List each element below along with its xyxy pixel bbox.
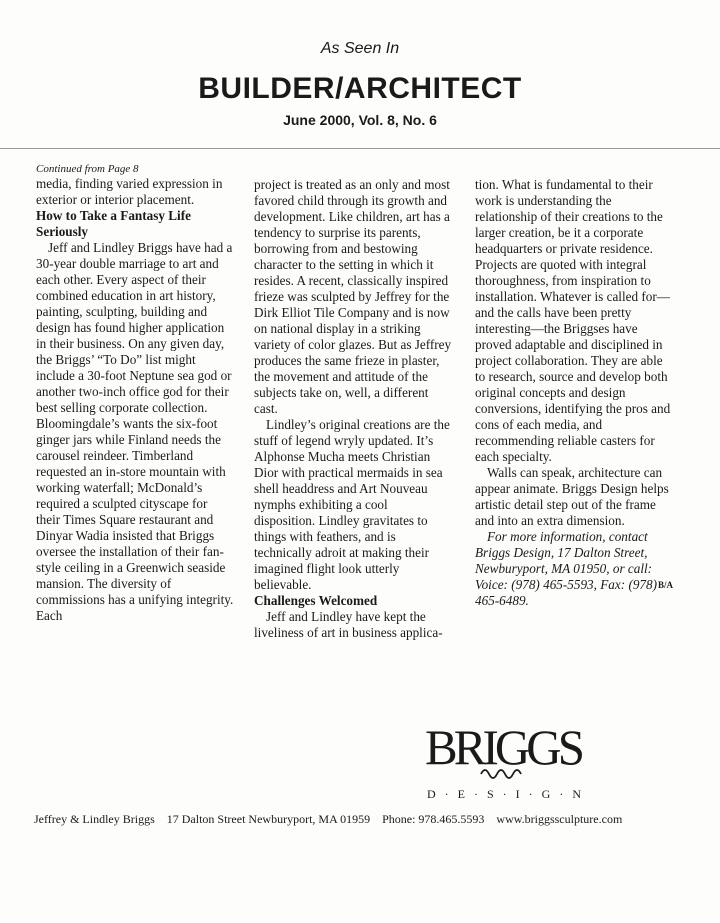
- subheading: How to Take a Fantasy Life Seriously: [36, 208, 191, 239]
- contact-footer: [34, 812, 694, 827]
- paragraph: project is treated as an only and most favored child through its growth and development. Like children, art has a tendency to surprise its parents, borrowing from and bestowing character to the setting in which it resides. A recent, classically inspired frieze was sculpted by Jeffrey for the Dirk Elliot Tile Company and is now on national display in a striking variety of color glazes. But as Jeffrey produces the same frieze in plaster, the movement and attitude of the subjects take on, well, a different cast.: [254, 177, 452, 416]
- paragraph: Jeff and Lindley have kept the liveliness of art in business applica-: [254, 609, 443, 640]
- kicker: As Seen In: [320, 40, 400, 57]
- paragraph: Lindley’s original creations are the stuff of legend wryly updated. It’s Alphonse Mucha meets Christian Dior with practical mermaids in sea shell headdress and Art Nouveau nymphs exhibiting a cool disposition. Lindley gravitates to things with feathers, and is technically adroit at making their imagined flight look utterly believable.: [254, 417, 450, 592]
- masthead: [0, 40, 720, 128]
- footer-phone: Phone: 978.465.5593: [382, 812, 485, 826]
- briggs-design-logo: [423, 712, 583, 802]
- paragraph: tion. What is fundamental to their work is understanding the relationship of their creations to the larger creation, be it a corporate headquarters or private residence. Projects are quoted with integral thoroughness, from inspiration to installation. Whatever is called for—and the calls have been pretty interesting—the Briggses have proved adaptable and disciplined in project collaboration. They are able to research, source and develop both original concepts and design conversions, identifying the pros and cons of each media, and recommending reliable casters for each specialty.: [475, 177, 671, 464]
- article-column-3: [475, 163, 673, 609]
- logo-tagline: D · E · S · I · G · N: [427, 787, 581, 801]
- footer-website: www.briggssculpture.com: [496, 812, 623, 826]
- paragraph: Jeff and Lindley Briggs have had a 30-year double marriage to art and each other. Every aspect of their combined education in art history, painting, sculpting, building and design has found higher application in their business. On any given day, the Briggs’ “To Do” list might include a 30-foot Neptune sea god or another two-inch office god for their best selling corporate collection. Bloomingdale’s wants the six-foot ginger jars while Finland needs the carousel reindeer. Timberland requested an in-store mountain with working waterfall; McDonald’s required a sculpted cityscape for their Times Square restaurant and Dinyar Wadia insisted that Briggs oversee the installation of their fan-style ceiling in a Greenwich seaside mansion. The diversity of commissions has a unifying integrity. Each: [36, 240, 234, 623]
- footer-names: Jeffrey & Lindley Briggs: [34, 812, 155, 826]
- paragraph: media, finding varied expression in exterior or interior placement.: [36, 176, 223, 207]
- issue-line: June 2000, Vol. 8, No. 6: [283, 112, 437, 128]
- logo-wordmark: BRIGGS: [425, 719, 583, 775]
- publication-title: BUILDER/ARCHITECT: [198, 72, 522, 105]
- paragraph: Walls can speak, architecture can appear animate. Briggs Design helps artistic detail step out of the frame and into an extra dimension.: [475, 465, 669, 528]
- continued-note: Continued from Page 8: [36, 163, 139, 175]
- article-endmark: B/A: [658, 580, 674, 590]
- subheading: Challenges Welcomed: [254, 593, 378, 608]
- footer-address: 17 Dalton Street Newburyport, MA 01959: [166, 812, 371, 826]
- article-column-2: [254, 163, 452, 641]
- header-rule: [0, 148, 720, 149]
- article-column-1: [36, 163, 234, 624]
- contact-info: For more information, contact Briggs Design, 17 Dalton Street, Newburyport, MA 01950, or call: Voice: (978) 465-5593, Fax: (978) 465-6489.: [475, 529, 658, 608]
